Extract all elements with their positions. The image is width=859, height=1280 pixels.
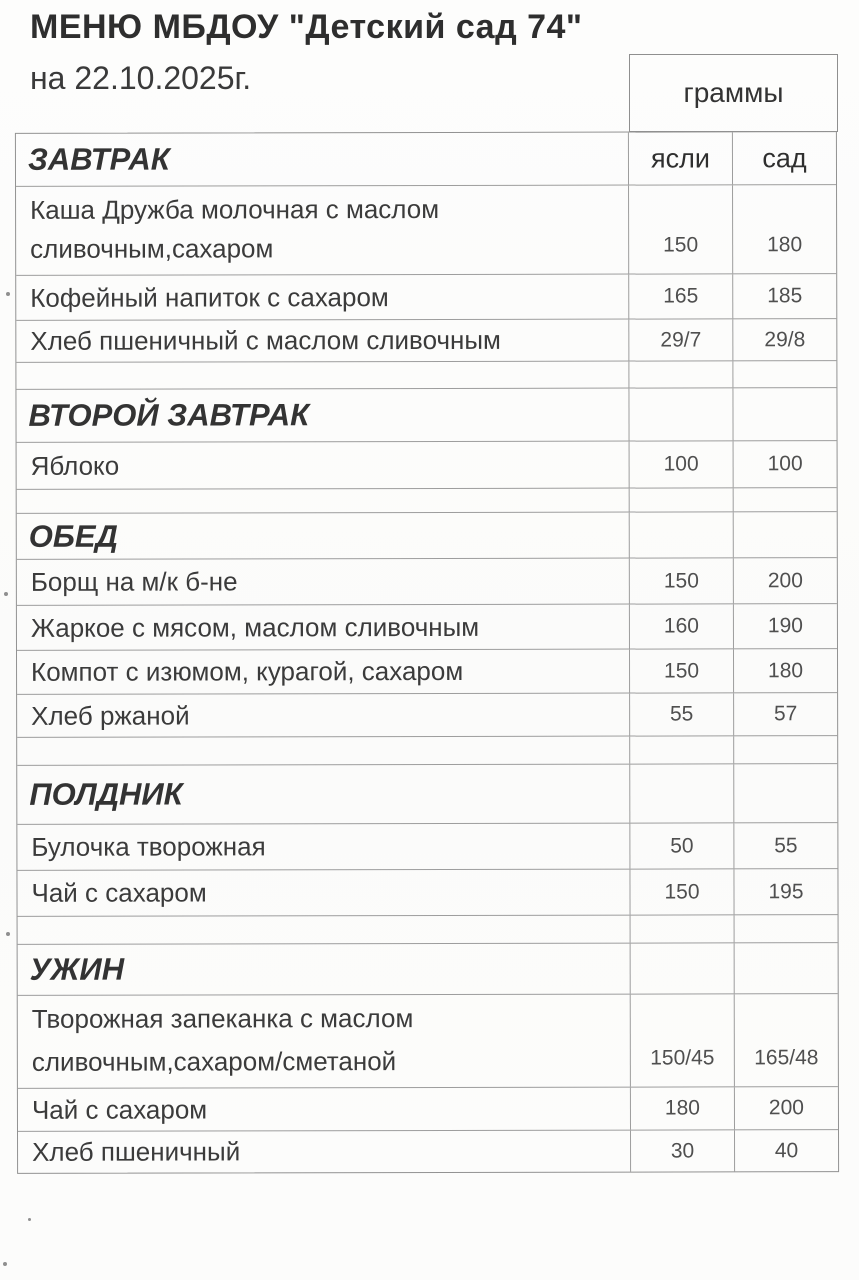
scan-speck [6,292,10,296]
dish-name: Хлеб ржаной [31,699,190,731]
portion-nursery: 29/7 [628,319,732,360]
dish-name: Яблоко [30,450,120,481]
portion-garden: 57 [733,693,837,735]
portion-nursery: 150 [629,869,733,914]
dish-name: Борщ на м/к б-не [30,566,238,597]
section-title: УЖИН [29,951,125,987]
portion-nursery: 150 [628,185,732,273]
section-header-dinner [18,942,838,995]
menu-row [18,993,838,1088]
portion-nursery: 150 [629,649,733,692]
dish-name-line2: сливочным,сахаром [30,233,274,264]
scan-speck [3,1262,7,1266]
section-title: ПОЛДНИК [29,776,183,812]
section-title: ВТОРОЙ ЗАВТРАК [28,397,310,433]
spacer-row [17,487,837,513]
portion-nursery: 150 [629,558,733,603]
portion-nursery: 55 [629,693,733,735]
section-header-afternoon-snack [17,763,837,824]
portion-garden: 200 [734,1087,838,1129]
portion-garden: 40 [734,1130,838,1171]
menu-row [16,273,836,320]
grams-header-box [629,54,838,132]
portion-nursery: 160 [629,604,733,648]
menu-row [16,318,836,362]
dish-name: Чай с сахаром [31,877,207,908]
document-date: на 22.10.2025г. [30,60,252,96]
dish-name [18,995,630,1088]
menu-row [18,1086,838,1131]
grams-header-label: граммы [683,77,784,108]
dish-name-line1: Творожная запеканка с маслом [31,1003,414,1034]
portion-nursery: 50 [629,823,733,868]
portion-garden: 190 [733,604,837,648]
dish-name [16,186,628,275]
portion-garden: 55 [733,823,837,868]
section-title: ЗАВТРАК [27,141,170,177]
menu-row [17,557,837,605]
portion-garden: 195 [733,869,837,914]
spacer-row [17,735,837,765]
dish-name: Хлеб пшеничный с маслом сливочным [30,324,501,356]
portion-nursery: 150/45 [630,994,734,1086]
scan-speck [28,1218,31,1221]
dish-name: Булочка творожная [31,831,266,862]
section-header-second-breakfast [16,387,836,442]
menu-row [18,1129,838,1173]
portion-nursery: 30 [630,1130,734,1171]
dish-name-line1: Каша Дружба молочная с маслом [30,193,440,225]
menu-table [15,131,839,1174]
menu-row [17,440,837,489]
section-title: ОБЕД [28,518,118,554]
scan-speck [6,932,10,936]
column-header-nursery: ясли [628,132,732,184]
portion-garden: 165/48 [734,994,838,1086]
menu-row [17,603,837,650]
menu-row [16,184,836,275]
portion-garden: 200 [733,558,837,603]
portion-garden: 100 [733,441,837,487]
menu-row [17,648,837,694]
document-title: МЕНЮ МБДОУ "Детский сад 74" [30,8,583,46]
portion-nursery: 180 [630,1087,734,1129]
spacer-row [18,914,838,944]
column-header-garden: сад [732,132,836,184]
menu-row [17,692,837,737]
scan-speck [4,592,8,596]
spacer-row [16,360,836,389]
dish-name-line2: сливочным,сахаром/сметаной [31,1046,397,1077]
portion-garden: 29/8 [732,319,836,360]
portion-garden: 180 [732,185,836,273]
menu-row [17,868,837,916]
portion-garden: 180 [733,649,837,692]
dish-name: Чай с сахаром [31,1093,208,1125]
portion-nursery: 165 [628,274,732,318]
dish-name: Компот с изюмом, курагой, сахаром [31,655,464,687]
dish-name: Хлеб пшеничный [32,1136,241,1167]
section-header-breakfast [16,132,836,186]
menu-row [17,822,837,870]
section-header-lunch [17,511,837,559]
dish-name: Кофейный напиток с сахаром [30,281,389,313]
portion-garden: 185 [732,274,836,318]
portion-nursery: 100 [629,441,733,487]
dish-name: Жаркое с мясом, маслом сливочным [30,611,480,643]
